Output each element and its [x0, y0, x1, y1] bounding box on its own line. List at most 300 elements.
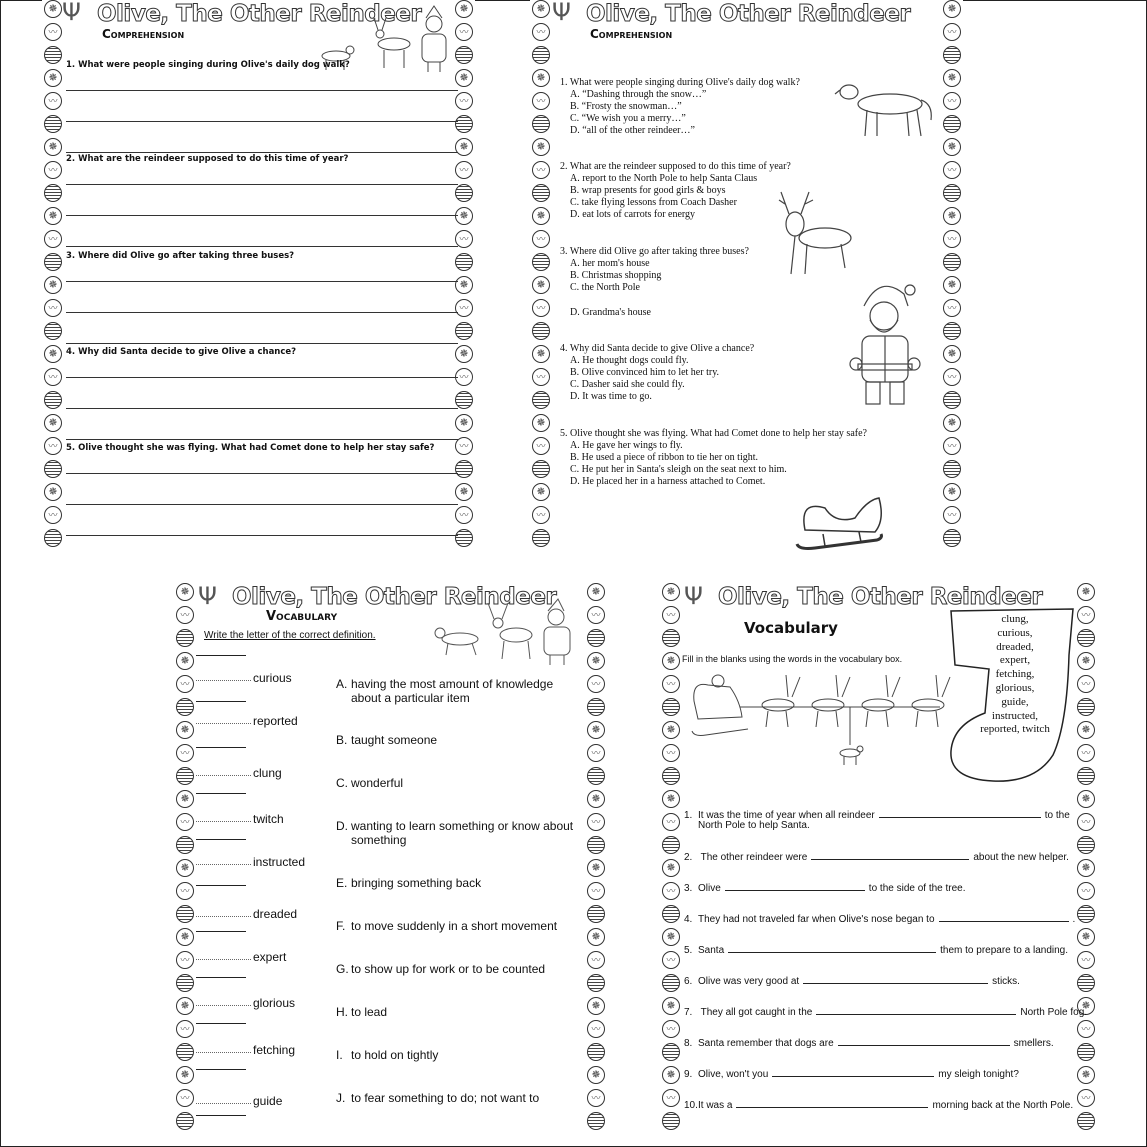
definition-text: to lead	[351, 1005, 388, 1019]
ornament-icon: ✵	[44, 207, 62, 225]
antlers-icon: Ψ	[198, 582, 217, 610]
vocabulary-fill-blanks-page	[660, 583, 1097, 1145]
answer-line[interactable]	[66, 246, 458, 247]
question-text: 4. Why did Santa decide to give Olive a chance?	[560, 343, 755, 354]
ornament-icon	[943, 46, 961, 64]
stocking-word: reported, twitch	[980, 723, 1050, 736]
ornament-icon: 〰	[587, 1020, 605, 1038]
ornament-border-left	[174, 583, 196, 1135]
vocab-word: dreaded	[253, 907, 298, 921]
answer-line[interactable]	[66, 439, 458, 440]
ornament-icon	[943, 460, 961, 478]
ornament-icon	[176, 836, 194, 854]
definition-text: to show up for work or to be counted	[351, 962, 546, 976]
answer-option[interactable]: C. take flying lessons from Coach Dasher	[570, 197, 737, 208]
answer-line[interactable]	[66, 90, 458, 91]
reindeer-icon	[912, 675, 950, 727]
comprehension-choice-page	[530, 0, 963, 565]
sentence	[684, 1098, 1073, 1112]
definition-text: to hold on tightly	[351, 1048, 439, 1062]
sleigh-illustration	[795, 490, 885, 555]
ornament-icon	[532, 460, 550, 478]
answer-blank[interactable]	[196, 885, 246, 886]
ornament-icon: 〰	[1077, 1089, 1095, 1107]
ornament-icon: 〰	[532, 437, 550, 455]
ornament-icon: ✵	[176, 721, 194, 739]
sentence-number: 1.	[684, 810, 693, 821]
ornament-icon: 〰	[44, 299, 62, 317]
answer-blank[interactable]	[196, 1069, 246, 1070]
ornament-icon: 〰	[455, 92, 473, 110]
definition-text: to move suddenly in a short movement	[351, 919, 558, 933]
answer-option[interactable]: A. “Dashing through the snow…”	[570, 89, 707, 100]
stocking-word: fetching,	[995, 668, 1035, 681]
ornament-icon: 〰	[44, 161, 62, 179]
reindeer-icon	[488, 603, 532, 659]
ornament-icon: ✵	[662, 997, 680, 1015]
ornament-icon: 〰	[176, 813, 194, 831]
sentence-start: Olive, won't you	[698, 1069, 769, 1080]
ornament-icon: 〰	[587, 813, 605, 831]
dotted-leader	[196, 775, 251, 776]
stocking-word: instructed,	[991, 709, 1039, 722]
definition-text: bringing something back	[351, 876, 482, 890]
ornament-icon: ✵	[1077, 652, 1095, 670]
ornament-icon: ✵	[662, 1066, 680, 1084]
answer-line[interactable]	[66, 535, 458, 536]
dotted-leader	[196, 821, 251, 822]
answer-option[interactable]: D. Grandma's house	[570, 307, 651, 318]
ornament-icon: 〰	[1077, 951, 1095, 969]
antlers-icon: Ψ	[62, 0, 81, 26]
ornament-icon: 〰	[943, 92, 961, 110]
ornament-icon: ✵	[662, 583, 680, 601]
ornament-icon: ✵	[176, 652, 194, 670]
answer-option[interactable]: B. Christmas shopping	[570, 270, 662, 281]
ornament-icon	[176, 1043, 194, 1061]
ornament-icon: ✵	[587, 997, 605, 1015]
ornament-icon: ✵	[532, 207, 550, 225]
dotted-leader	[196, 680, 251, 681]
definition-letter: D.	[336, 819, 348, 833]
ornament-icon: ✵	[662, 790, 680, 808]
ornament-icon: ✵	[587, 928, 605, 946]
ornament-icon: ✵	[532, 0, 550, 18]
ornament-icon	[587, 836, 605, 854]
question-text: 3. Where did Olive go after taking three buses?	[66, 251, 295, 261]
ornament-icon: 〰	[44, 230, 62, 248]
ornament-icon	[587, 1112, 605, 1130]
vocab-word: instructed	[253, 855, 306, 869]
ornament-icon: 〰	[532, 161, 550, 179]
ornament-icon: 〰	[587, 951, 605, 969]
ornament-border-right	[585, 583, 607, 1135]
question-text: 1. What were people singing during Olive's daily dog walk?	[560, 77, 800, 88]
ornament-icon: 〰	[587, 744, 605, 762]
ornament-icon	[44, 115, 62, 133]
instruction-text: Write the letter of the correct definition.	[204, 630, 376, 641]
ornament-icon	[1077, 974, 1095, 992]
sentence-number: 8.	[684, 1038, 693, 1049]
stocking-word: guide,	[1001, 695, 1029, 708]
dotted-leader	[196, 723, 251, 724]
ornament-icon: 〰	[455, 299, 473, 317]
ornament-icon: 〰	[1077, 882, 1095, 900]
sentence	[684, 912, 1075, 926]
ornament-icon: 〰	[587, 606, 605, 624]
ornament-icon	[176, 629, 194, 647]
ornament-icon	[176, 767, 194, 785]
ornament-icon: 〰	[662, 813, 680, 831]
ornament-icon: 〰	[587, 882, 605, 900]
ornament-icon	[532, 184, 550, 202]
ornament-icon	[1077, 1112, 1095, 1130]
ornament-icon: ✵	[1077, 1066, 1095, 1084]
answer-line[interactable]	[66, 312, 458, 313]
ornament-icon	[44, 529, 62, 547]
ornament-icon: 〰	[455, 230, 473, 248]
ornament-icon: 〰	[532, 506, 550, 524]
answer-option[interactable]: B. Olive convinced him to let her try.	[570, 367, 720, 378]
ornament-icon: ✵	[943, 138, 961, 156]
answer-blank[interactable]	[196, 793, 246, 794]
ornament-icon: ✵	[455, 483, 473, 501]
definition-letter: I.	[336, 1048, 343, 1062]
ornament-icon	[587, 905, 605, 923]
ornament-icon: ✵	[455, 414, 473, 432]
definition-text: to fear something to do; not want to	[351, 1091, 540, 1105]
page-title: Olive, The Other Reindeer	[232, 584, 557, 610]
ornament-icon: ✵	[662, 859, 680, 877]
ornament-icon: ✵	[943, 69, 961, 87]
ornament-icon: ✵	[1077, 721, 1095, 739]
definition-text: taught someone	[351, 733, 438, 747]
ornament-icon: ✵	[532, 345, 550, 363]
vocab-word: glorious	[253, 996, 296, 1010]
ornament-icon	[587, 974, 605, 992]
sentence-start: They all got caught in the	[698, 1007, 813, 1018]
ornament-icon: 〰	[662, 606, 680, 624]
sentence-number: 3.	[684, 883, 693, 894]
vocab-word: clung	[253, 766, 282, 780]
answer-option[interactable]: C. He put her in Santa's sleigh on the seat next to him.	[570, 464, 787, 475]
vocab-word: fetching	[253, 1043, 296, 1057]
answer-option[interactable]: A. report to the North Pole to help Santa Claus	[570, 173, 758, 184]
fill-blank[interactable]	[879, 808, 1041, 818]
ornament-icon: 〰	[587, 675, 605, 693]
instruction-text: Fill in the blanks using the words in the vocabulary box.	[682, 654, 903, 664]
ornament-icon: ✵	[455, 0, 473, 18]
ornament-icon: 〰	[943, 161, 961, 179]
ornament-icon	[532, 115, 550, 133]
answer-blank[interactable]	[196, 747, 246, 748]
ornament-icon: ✵	[943, 207, 961, 225]
fill-blank[interactable]	[811, 850, 969, 860]
ornament-icon: ✵	[532, 483, 550, 501]
sentence-number: 4.	[684, 914, 693, 925]
sentence-number: 6.	[684, 976, 693, 987]
sentence-end: North Pole fog.	[1020, 1007, 1088, 1018]
ornament-icon	[943, 322, 961, 340]
definition-letter: F.	[336, 919, 346, 933]
answer-blank[interactable]	[196, 1023, 246, 1024]
answer-option[interactable]: C. “We wish you a merry…”	[570, 113, 686, 124]
ornament-icon: 〰	[455, 23, 473, 41]
answer-blank[interactable]	[196, 701, 246, 702]
answer-option[interactable]: B. wrap presents for good girls & boys	[570, 185, 726, 196]
sentence-end: about the new helper.	[973, 852, 1069, 863]
ornament-icon: 〰	[1077, 606, 1095, 624]
ornament-icon: ✵	[587, 721, 605, 739]
question-text: 5. Olive thought she was flying. What had Comet done to help her stay safe?	[560, 428, 867, 439]
ornament-icon	[662, 629, 680, 647]
ornament-icon	[455, 529, 473, 547]
ornament-icon: 〰	[1077, 675, 1095, 693]
sentence	[684, 1005, 1087, 1019]
characters-illustration	[432, 599, 580, 667]
sentence-number: 10.	[684, 1100, 698, 1111]
answer-line[interactable]	[66, 121, 458, 122]
ornament-icon	[1077, 836, 1095, 854]
question-text: 5. Olive thought she was flying. What had Comet done to help her stay safe?	[66, 443, 435, 453]
ornament-icon: 〰	[176, 1020, 194, 1038]
ornament-icon: ✵	[587, 1066, 605, 1084]
sentence-end: sticks.	[992, 976, 1020, 987]
answer-line[interactable]	[66, 377, 458, 378]
ornament-icon: ✵	[532, 276, 550, 294]
sentence-end: my sleigh tonight?	[938, 1069, 1019, 1080]
ornament-icon	[662, 767, 680, 785]
ornament-icon: 〰	[44, 23, 62, 41]
ornament-icon: 〰	[44, 368, 62, 386]
ornament-icon: ✵	[662, 652, 680, 670]
sentence	[684, 1036, 1054, 1050]
answer-option[interactable]: D. It was time to go.	[570, 391, 652, 402]
ornament-icon: ✵	[44, 0, 62, 18]
sentence	[684, 1067, 1019, 1081]
stocking-word: dreaded,	[996, 640, 1034, 653]
answer-line[interactable]	[66, 281, 458, 282]
definition-text: having the most amount of knowledge about a particular item	[351, 677, 554, 705]
sentence	[684, 943, 1068, 957]
answer-blank[interactable]	[196, 1115, 246, 1116]
ornament-icon: 〰	[943, 299, 961, 317]
ornament-border-left	[660, 583, 682, 1135]
stocking-word-list	[960, 613, 1070, 737]
ornament-border-left	[42, 0, 64, 552]
answer-option[interactable]: A. He gave her wings to fly.	[570, 440, 683, 451]
ornament-icon: 〰	[532, 299, 550, 317]
dotted-leader	[196, 1052, 251, 1053]
sentence-number: 2.	[684, 852, 693, 863]
answer-line[interactable]	[66, 184, 458, 185]
ornament-icon	[455, 46, 473, 64]
definition-text: wanting to learn something or know about something	[351, 819, 574, 847]
ornament-icon: ✵	[943, 345, 961, 363]
fill-blank[interactable]	[772, 1067, 934, 1077]
ornament-icon: 〰	[943, 368, 961, 386]
fill-blank[interactable]	[803, 974, 988, 984]
answer-line[interactable]	[66, 343, 458, 344]
ornament-icon: 〰	[455, 437, 473, 455]
fill-blank[interactable]	[725, 881, 865, 891]
section-subtitle: Vocabulary	[744, 619, 838, 637]
answer-line[interactable]	[66, 473, 458, 474]
answer-line[interactable]	[66, 504, 458, 505]
ornament-icon: ✵	[44, 276, 62, 294]
ornament-icon: ✵	[44, 414, 62, 432]
ornament-icon: ✵	[587, 859, 605, 877]
ornament-icon: ✵	[1077, 790, 1095, 808]
ornament-icon	[1077, 905, 1095, 923]
ornament-icon	[587, 1043, 605, 1061]
ornament-icon: ✵	[455, 345, 473, 363]
sentence-start: It was the time of year when all reindeer	[698, 810, 875, 821]
ornament-icon	[943, 184, 961, 202]
definition-letter: H.	[336, 1005, 348, 1019]
dog-icon	[840, 746, 863, 765]
answer-option[interactable]: C. Dasher said she could fly.	[570, 379, 685, 390]
answer-option[interactable]: A. He thought dogs could fly.	[570, 355, 689, 366]
ornament-icon: 〰	[943, 230, 961, 248]
ornament-icon: ✵	[455, 69, 473, 87]
ornament-icon: ✵	[1077, 859, 1095, 877]
answer-line[interactable]	[66, 152, 458, 153]
ornament-icon	[943, 115, 961, 133]
ornament-icon: ✵	[176, 1066, 194, 1084]
sentence-end: to the	[1044, 810, 1070, 821]
ornament-icon	[532, 46, 550, 64]
ornament-icon: 〰	[587, 1089, 605, 1107]
ornament-icon: ✵	[587, 790, 605, 808]
answer-option[interactable]: D. He placed her in a harness attached to Comet.	[570, 476, 766, 487]
ornament-icon	[44, 184, 62, 202]
sentence-number: 5.	[684, 945, 693, 956]
definition-letter: G.	[336, 962, 349, 976]
ornament-icon: 〰	[662, 1020, 680, 1038]
ornament-icon: ✵	[943, 0, 961, 18]
ornament-icon: ✵	[176, 790, 194, 808]
answer-blank[interactable]	[196, 977, 246, 978]
ornament-icon	[662, 974, 680, 992]
ornament-icon: 〰	[176, 951, 194, 969]
definition-text: wonderful	[351, 776, 404, 790]
fill-blank[interactable]	[939, 912, 1069, 922]
section-subtitle: Comprehension	[590, 27, 673, 41]
ornament-icon: 〰	[176, 882, 194, 900]
sentence-continuation: North Pole to help Santa.	[698, 820, 810, 831]
ornament-icon	[455, 460, 473, 478]
ornament-icon	[455, 391, 473, 409]
answer-option[interactable]: B. He used a piece of ribbon to tie her on tight.	[570, 452, 759, 463]
ornament-icon: ✵	[1077, 583, 1095, 601]
ornament-icon	[44, 46, 62, 64]
ornament-icon: 〰	[1077, 1020, 1095, 1038]
fill-blank[interactable]	[736, 1098, 928, 1108]
ornament-icon: 〰	[176, 675, 194, 693]
antlers-icon: Ψ	[684, 582, 703, 610]
answer-option[interactable]: C. the North Pole	[570, 282, 640, 293]
ornament-icon: 〰	[532, 230, 550, 248]
answer-line[interactable]	[66, 408, 458, 409]
ornament-icon: ✵	[44, 69, 62, 87]
ornament-icon	[532, 529, 550, 547]
ornament-icon: ✵	[44, 483, 62, 501]
reindeer-icon	[812, 675, 850, 727]
ornament-icon: ✵	[532, 138, 550, 156]
fill-blank[interactable]	[816, 1005, 1016, 1015]
answer-blank[interactable]	[196, 839, 246, 840]
ornament-icon	[455, 253, 473, 271]
question-text: 2. What are the reindeer supposed to do this time of year?	[66, 154, 349, 164]
ornament-icon: ✵	[587, 652, 605, 670]
answer-option[interactable]: D. “all of the other reindeer…”	[570, 125, 695, 136]
section-subtitle: Vocabulary	[266, 609, 338, 624]
ornament-icon: ✵	[943, 414, 961, 432]
ornament-icon: 〰	[943, 437, 961, 455]
definition-letter: A.	[336, 677, 348, 691]
ornament-icon	[44, 322, 62, 340]
ornament-border-right	[453, 0, 475, 552]
answer-option[interactable]: A. her mom's house	[570, 258, 650, 269]
ornament-icon	[176, 905, 194, 923]
ornament-icon: 〰	[532, 368, 550, 386]
answer-option[interactable]: D. eat lots of carrots for energy	[570, 209, 696, 220]
santa-icon	[422, 6, 446, 72]
reindeer-icon	[762, 675, 800, 727]
ornament-icon: 〰	[662, 882, 680, 900]
definition-letter: J.	[336, 1091, 346, 1105]
ornament-icon	[1077, 1043, 1095, 1061]
ornament-icon: ✵	[44, 138, 62, 156]
sentence-start: The other reindeer were	[698, 852, 808, 863]
ornament-icon: 〰	[1077, 813, 1095, 831]
ornament-icon	[532, 391, 550, 409]
sentence-start: It was a	[698, 1100, 733, 1111]
answer-blank[interactable]	[196, 931, 246, 932]
vocab-word: guide	[253, 1094, 283, 1108]
definition-letter: C.	[336, 776, 348, 790]
section-subtitle: Comprehension	[102, 27, 185, 41]
sentence	[684, 850, 1069, 864]
ornament-icon: ✵	[532, 69, 550, 87]
sentence	[684, 881, 966, 895]
answer-blank[interactable]	[196, 655, 246, 656]
sentence-number: 7.	[684, 1007, 693, 1018]
stocking-word: expert,	[999, 654, 1031, 667]
ornament-icon: 〰	[662, 675, 680, 693]
sentence-end: morning back at the North Pole.	[932, 1100, 1074, 1111]
ornament-icon: ✵	[455, 138, 473, 156]
ornament-icon	[44, 460, 62, 478]
ornament-icon: 〰	[176, 1089, 194, 1107]
answer-option[interactable]: B. “Frosty the snowman…”	[570, 101, 682, 112]
definition-letter: B.	[336, 733, 348, 747]
dotted-leader	[196, 959, 251, 960]
santa-illustration	[848, 280, 928, 410]
ornament-icon: ✵	[1077, 997, 1095, 1015]
fill-blank[interactable]	[838, 1036, 1010, 1046]
ornament-icon: ✵	[455, 207, 473, 225]
ornament-icon	[455, 184, 473, 202]
ornament-icon: 〰	[455, 368, 473, 386]
answer-line[interactable]	[66, 215, 458, 216]
ornament-icon	[176, 698, 194, 716]
ornament-icon	[455, 115, 473, 133]
ornament-icon: ✵	[532, 414, 550, 432]
fill-blank[interactable]	[728, 943, 936, 953]
ornament-icon	[943, 529, 961, 547]
